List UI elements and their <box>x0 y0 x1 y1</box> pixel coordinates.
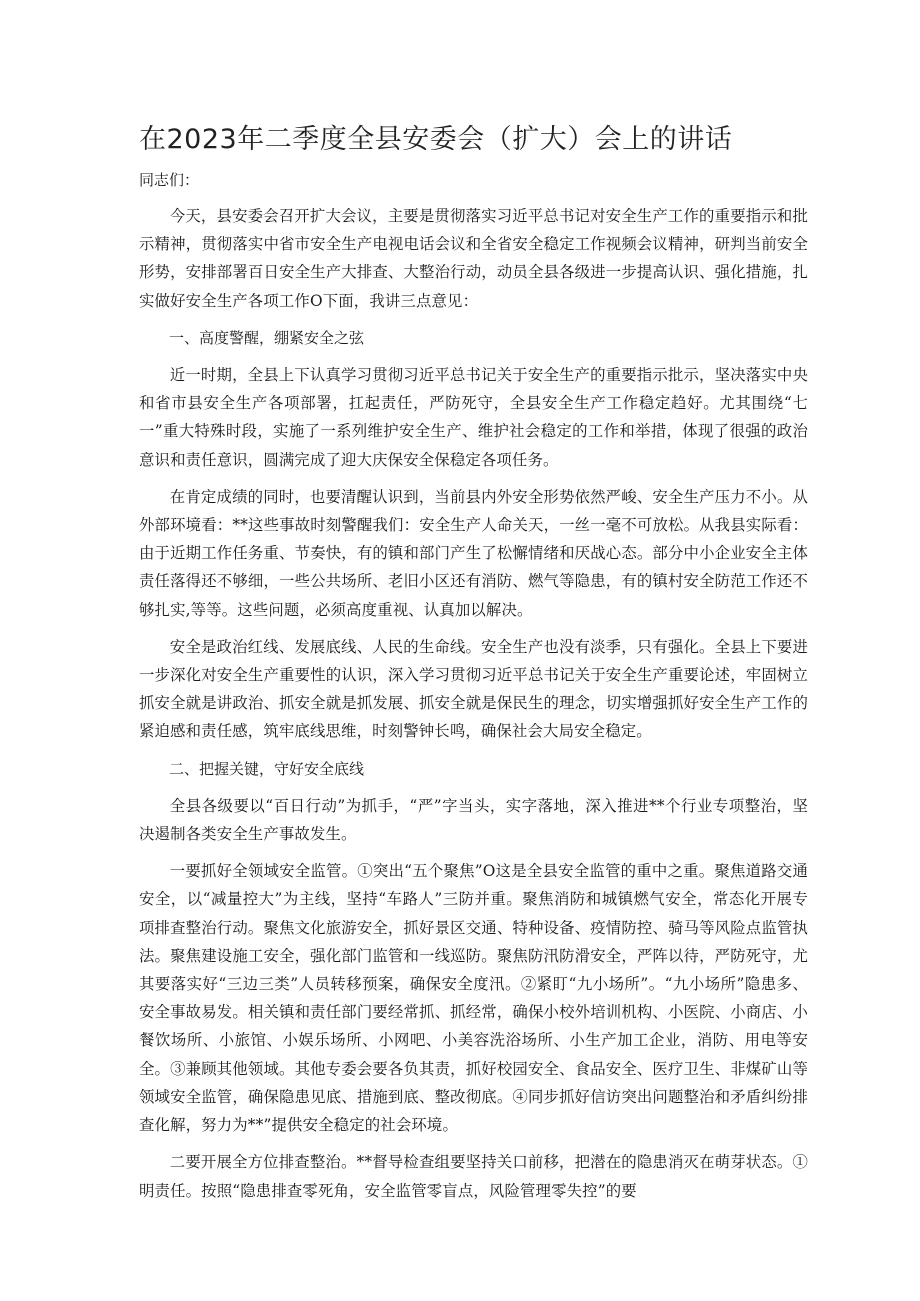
document-title: 在2023年二季度全县安委会（扩大）会上的讲话 <box>139 124 733 155</box>
paragraph-5: 一要抓好全领域安全监管。①突出“五个聚焦”O这是全县安全监管的重中之重。聚焦道路交通安全，以“减量控大”为主线，坚持“车路人”三防并重。聚焦消防和城镇燃气安全，常态化开展专项排查整治行动。聚焦文化旅游安全，抓好景区交通、特种设备、疫情防控、骑马等风险点监管执法。聚焦建设施工安全，强化部门监管和一线巡防。聚焦防汛防滑安全，严阵以待，严防死守，尤其要落实好“三边三类”人员转移预案，确保安全度汛。②紧盯“九小场所”。“九小场所”隐患多、安全事故易发。相关镇和责任部门要经常抓、抓经常，确保小校外培训机构、小医院、小商店、小餐饮场所、小旅馆、小娱乐场所、小网吧、小美容洗浴场所、小生产加工企业，消防、用电等安全。③兼顾其他领域。其他专委会要各负其责，抓好校园安全、食品安全、医疗卫生、非煤矿山等领域安全监管，确保隐患见底、措施到底、整改彻底。④同步抓好信访突出问题整治和矛盾纠纷排查化解，努力为**”提供安全稳定的社会环境。 <box>139 862 808 1135</box>
paragraph-4: 全县各级要以“百日行动”为抓手，“严”字当头，实字落地，深入推进**个行业专项整治，坚决遏制各类安全生产事故发生。 <box>139 796 808 844</box>
paragraph-6: 二要开展全方位排查整治。**督导检查组要坚持关口前移，把潜在的隐患消灭在萌芽状态。①明责任。按照“隐患排查零死角，安全监管零盲点，风险管理零失控”的要 <box>139 1153 808 1200</box>
paragraph-1: 近一时期，全县上下认真学习贯彻习近平总书记关于安全生产的重要指示批示，坚决落实中央和省市县安全生产各项部署，扛起责任，严防死守，全县安全生产工作稳定趋好。尤其围绕“七一”重大特殊时段，实施了一系列维护安全生产、维护社会稳定的工作和举措，体现了很强的政治意识和责任意识，圆满完成了迎大庆保安全保稳定各项任务。 <box>139 366 808 469</box>
salutation: 同志们： <box>139 171 200 189</box>
section-heading-2: 二、把握关键，守好安全底线 <box>169 759 365 778</box>
paragraph-2: 在肯定成绩的同时，也要清醒认识到，当前县内外安全形势依然严峻、安全生产压力不小。从外部环境看：**这些事故时刻警醒我们：安全生产人命关天，一丝一毫不可放松。从我县实际看：由于近期工作任务重、节奏快，有的镇和部门产生了松懈情绪和厌战心态。部分中小企业安全主体责任落得还不够细，一些公共场所、老旧小区还有消防、燃气等隐患，有的镇村安全防范工作还不够扎实,等等。这些问题，必须高度重视、认真加以解决。 <box>139 487 808 619</box>
paragraph-intro: 今天，县安委会召开扩大会议，主要是贯彻落实习近平总书记对安全生产工作的重要指示和批示精神，贯彻落实中省市安全生产电视电话会议和全省安全稳定工作视频会议精神，研判当前安全形势，安排部署百日安全生产大排查、大整治行动，动员全县各级进一步提高认识、强化措施，扎实做好安全生产各项工作O下面，我讲三点意见： <box>139 207 808 310</box>
section-heading-1: 一、高度警醒，绷紧安全之弦 <box>169 328 365 347</box>
paragraph-3: 安全是政治红线、发展底线、人民的生命线。安全生产也没有淡季，只有强化。全县上下要进一步深化对安全生产重要性的认识，深入学习贯彻习近平总书记关于安全生产重要论述，牢固树立抓安全就是讲政治、抓安全就是抓发展、抓安全就是保民生的理念，切实增强抓好安全生产工作的紧迫感和责任感，筑牢底线思维，时刻警钟长鸣，确保社会大局安全稳定。 <box>139 637 808 741</box>
